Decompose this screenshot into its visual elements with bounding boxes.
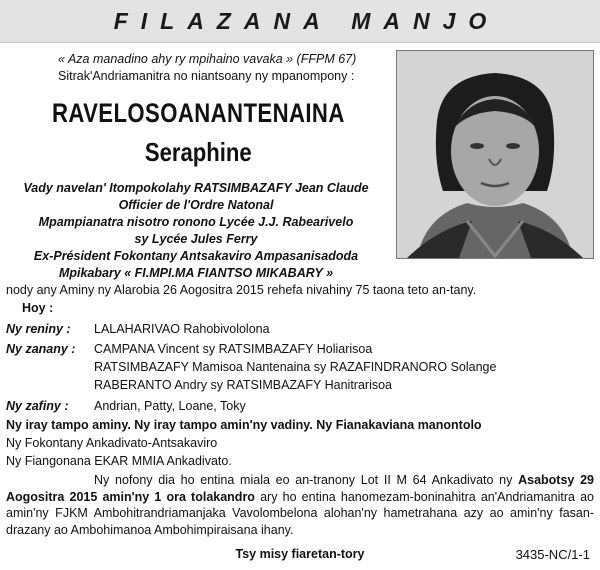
funeral-date: Asabotsy 29 Aogositra 2015 amin'ny 1 ora tolakandro [6,473,594,504]
caption-line: Vady navelan' Itompokolahy RATSIMBAZAFY Jean Claude [23,181,369,195]
zafiny-value: Andrian, Patty, Loane, Toky [94,399,246,413]
reference-number: 3435-NC/1-1 [515,547,590,562]
caption-line: Officier de l'Ordre Natonal [118,198,274,212]
reniny-label: Ny reniny : [6,322,71,336]
notice-header [0,0,600,43]
zanany-value: RATSIMBAZAFY Mamisoa Nantenaina sy RAZAFINDRANORO Solange [94,360,497,374]
deceased-firstname: Seraphine [144,137,252,167]
reniny-value: LALAHARIVAO Rahobivololona [94,322,270,336]
funeral-text: Ny nofony dia ho entina miala eo an-tranony Lot II M 64 Ankadivato ny [94,473,519,487]
portrait-illustration [397,51,593,258]
closing-line: Tsy misy fiaretan-tory [235,547,365,561]
zanany-value: CAMPANA Vincent sy RATSIMBAZAFY Holiarisoa [94,342,373,356]
death-announcement: nody any Aminy ny Alarobia 26 Aogositra 2015 rehefa nivahiny 75 taona teto an-tany. [6,283,477,297]
hoy-label: Hoy : [22,301,54,315]
church-line: Ny Fiangonana EKAR MMIA Ankadivato. [6,454,232,468]
deceased-surname: RAVELOSOANANTENAINA [51,98,345,128]
funeral-paragraph [6,472,594,538]
funeral-text: ary ho entina hanomezam-boninahitra an'Andriamanitra ao amin'ny FJKM Ambohitrandriamanjaka Vavolombelona alohan'ny hametrahana azy ao amin'ny fasan-drazany ao Ambohimanoa Ambohimpiraisana ihany. [6,489,595,537]
zanany-label: Ny zanany : [6,342,76,356]
siblings-line: Ny iray tampo aminy. Ny iray tampo amin'ny vadiny. Ny Fianakaviana manontolo [6,418,482,432]
zanany-value: RABERANTO Andry sy RATSIMBAZAFY Hanitrarisoa [94,378,392,392]
portrait-photo [396,50,594,259]
caption-line: sy Lycée Jules Ferry [134,232,258,246]
fokontany-line: Ny Fokontany Ankadivato-Antsakaviro [6,436,218,450]
zafiny-label: Ny zafiny : [6,399,69,413]
caption-line: Mpampianatra nisotro ronono Lycée J.J. Rabearivelo [38,215,354,229]
caption-line: Ex-Président Fokontany Antsakaviro Ampasanisadoda [33,249,359,263]
notice-title: FILAZANA MANJO [113,7,500,34]
bible-quote: « Aza manadino ahy ry mpihaino vavaka » (FFPM 67) [58,52,357,66]
caption-line: Mpikabary « FI.MPI.MA FIANTSO MIKABARY » [58,266,334,280]
intro-text: Sitrak'Andriamanitra no niantsoany ny mpanompony : [58,69,355,83]
